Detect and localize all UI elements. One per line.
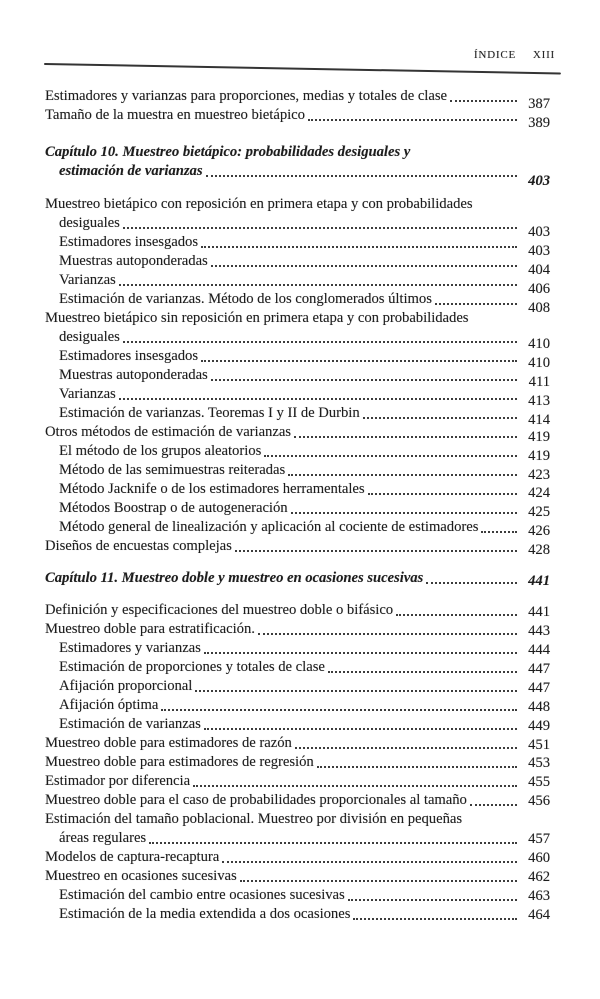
dotted-leader [123,341,517,343]
entry-text-first-line: Muestreo bietápico sin reposición en primera etapa y con probabilidades [45,310,469,326]
toc-entry [45,791,550,810]
entry-title: Tamaño de la muestra en muestreo bietápico [45,107,305,123]
entry-title: Método general de linealización y aplicación al cociente de estimadores [59,519,479,535]
entry-row [45,290,550,316]
toc-entry [45,537,550,556]
entry-row [45,518,550,537]
dotted-leader [294,436,517,438]
entry-page-number: 453 [528,755,550,771]
header-rule [44,63,561,74]
running-header-title: ÍNDICE [473,49,516,61]
entry-title: Método de las semimuestras reiteradas [59,462,286,478]
dotted-leader [481,531,517,533]
entry-row [45,461,550,483]
entry-title: Métodos Boostrap o de autogeneración [59,500,288,516]
dotted-leader [288,474,517,476]
entry-page-number: 444 [528,642,550,658]
dotted-leader [119,398,517,400]
entry-title: Estimador por diferencia [45,773,191,789]
dotted-leader [426,582,517,584]
dotted-leader [240,880,517,882]
entry-page-number: 464 [528,907,550,923]
chapter-10-heading [45,143,550,189]
toc-entry [45,233,550,259]
toc-entry [45,195,550,240]
toc-entry [45,867,550,886]
toc-entry [45,347,550,371]
entry-title: Diseños de encuestas complejas [45,538,232,554]
entry-row [45,677,550,696]
entry-page-number: 419 [528,429,550,445]
toc-entry [45,461,550,483]
dotted-leader [295,747,517,749]
toc-entry [45,252,550,278]
entry-page-number: 443 [528,623,550,639]
entry-page-number: 403 [528,224,550,240]
entry-page-number: 448 [528,699,550,715]
toc-entry [45,639,550,658]
entry-row [45,233,550,259]
entry-text-first-line: Muestreo bietápico con reposición en primera etapa y con probabilidades [45,196,473,212]
entry-page-number: 424 [528,485,550,501]
entry-row [45,328,550,352]
dotted-leader [119,284,517,286]
dotted-leader [308,119,517,121]
toc-section-chapter-11 [45,601,550,924]
entry-row [45,601,550,620]
entry-row [45,385,550,409]
entry-row [45,499,550,518]
entry-title: Definición y especificaciones del muestreo doble o bifásico [45,602,394,618]
toc-entry [45,106,550,131]
entry-row [45,905,550,924]
entry-row [45,886,550,905]
dotted-leader [161,709,517,711]
chapter-heading-line2: estimación de varianzas [59,163,203,179]
entry-page-number: 463 [528,888,550,904]
dotted-leader [193,785,517,787]
dotted-leader [204,652,517,654]
entry-row [45,347,550,371]
entry-row [45,867,550,886]
entry-page-number: 413 [528,393,550,409]
dotted-leader [353,918,517,920]
entry-page-number: 423 [528,467,550,483]
entry-title: Estimación de varianzas. Teoremas I y II de Durbin [59,405,360,421]
entry-page-number: 410 [528,336,550,352]
entry-page-number: 426 [528,523,550,539]
toc-entry [45,423,550,445]
entry-page-number: 419 [528,448,550,464]
entry-page-number: 457 [528,831,550,847]
chapter-heading-row [45,569,550,588]
dotted-leader [363,417,517,419]
dotted-leader [211,265,517,267]
dotted-leader [201,246,517,248]
toc-entry [45,620,550,639]
toc-entry [45,810,550,848]
entry-page-number: 428 [528,542,550,558]
entry-page-number: 447 [528,680,550,696]
dotted-leader [348,899,517,901]
dotted-leader [450,100,517,102]
entry-row [45,696,550,715]
entry-page-number: 441 [528,604,550,620]
entry-row [45,214,550,240]
entry-row [45,772,550,791]
toc-entry [45,87,550,112]
dotted-leader [204,728,517,730]
entry-page-number: 414 [528,412,550,428]
entry-page-number: 455 [528,774,550,790]
entry-row [45,271,550,297]
dotted-leader [470,804,517,806]
entry-page-number: 456 [528,793,550,809]
toc-entry [45,271,550,297]
running-header [0,0,600,88]
dotted-leader [206,175,517,177]
toc-entry [45,886,550,905]
entry-row [45,753,550,772]
dotted-leader [123,227,517,229]
entry-row [45,404,550,428]
entry-page-number: 460 [528,850,550,866]
entry-page-number: 410 [528,355,550,371]
dotted-leader [291,512,517,514]
entry-page-number: 408 [528,300,550,316]
dotted-leader [258,633,517,635]
toc-entry [45,601,550,620]
entry-row [45,252,550,278]
dotted-leader [222,861,517,863]
entry-title: Estimadores insesgados [59,348,199,364]
dotted-leader [195,690,517,692]
entry-row [45,829,550,848]
entry-page-number: 449 [528,718,550,734]
entry-page-number: 411 [528,374,550,390]
chapter-heading-line2-row [45,162,550,189]
dotted-leader [317,766,517,768]
entry-page-number: 447 [528,661,550,677]
dotted-leader [396,614,517,616]
entry-page-number: 387 [528,96,550,112]
entry-title: Estimación de la media extendida a dos ocasiones [59,906,351,922]
toc-entry [45,905,550,924]
chapter-heading-line1: Capítulo 10. Muestreo bietápico: probabilidades desiguales y [45,144,411,160]
entry-title: El método de los grupos aleatorios [59,443,262,459]
dotted-leader [264,455,517,457]
entry-title: Estimadores y varianzas para proporciones, medias y totales de clase [45,88,447,104]
entry-title: Afijación proporcional [59,678,193,694]
entry-row [45,715,550,734]
toc-entry [45,309,550,352]
toc-entry [45,696,550,715]
entry-row [45,537,550,556]
entry-row [45,791,550,810]
entry-page-number: 451 [528,737,550,753]
entry-title: Estimadores insesgados [59,234,199,250]
entry-row [45,423,550,445]
toc-entry [45,442,550,464]
toc-entry [45,385,550,409]
entry-row [45,480,550,499]
dotted-leader [235,550,517,552]
toc-section-chapter-10 [45,195,550,556]
running-header-page-number: XIII [532,49,555,61]
dotted-leader [435,303,517,305]
toc-entry [45,753,550,772]
dotted-leader [368,493,517,495]
entry-page-number: 389 [528,115,550,131]
entry-title: Estimación del cambio entre ocasiones sucesivas [59,887,345,903]
toc-entry [45,715,550,734]
dotted-leader [201,360,517,362]
toc-entry [45,658,550,677]
toc-section-pre-chapter [45,87,550,131]
entry-row [45,639,550,658]
entry-page-number: 425 [528,504,550,520]
entry-title: Muestras autoponderadas [59,253,208,269]
table-of-contents [45,87,550,924]
toc-entry [45,366,550,390]
entry-row [45,734,550,753]
entry-page-number: 406 [528,281,550,297]
toc-entry [45,404,550,428]
entry-title: Estimación de proporciones y totales de clase [59,659,325,675]
entry-title: Muestreo doble para estimadores de razón [45,735,292,751]
toc-entry [45,518,550,537]
entry-title: Estimación de varianzas [59,716,201,732]
entry-row [45,87,550,112]
entry-title: Afijación óptima [59,697,159,713]
chapter-heading-line1: Capítulo 11. Muestreo doble y muestreo en ocasiones sucesivas [45,570,424,586]
toc-entry [45,677,550,696]
entry-title: desiguales [59,215,120,231]
entry-title: Modelos de captura-recaptura [45,849,220,865]
entry-title: Método Jacknife o de los estimadores herramentales [59,481,365,497]
toc-entry [45,848,550,867]
toc-entry [45,480,550,499]
entry-title: Estimación de varianzas. Método de los conglomerados últimos [59,291,432,307]
dotted-leader [328,671,517,673]
dotted-leader [149,842,517,844]
chapter-page-number: 403 [528,173,550,189]
entry-title: Muestreo doble para estimadores de regresión [45,754,314,770]
entry-title: áreas regulares [59,830,147,846]
entry-title: Muestreo doble para estratificación. [45,621,255,637]
chapter-11-heading [45,569,550,588]
entry-title: Varianzas [59,272,116,288]
chapter-page-number: 441 [528,573,550,589]
entry-title: Estimadores y varianzas [59,640,201,656]
entry-title: Muestreo doble para el caso de probabilidades proporcionales al tamaño [45,792,467,808]
entry-row [45,106,550,131]
entry-title: Otros métodos de estimación de varianzas [45,424,291,440]
entry-page-number: 404 [528,262,550,278]
entry-text-first-line: Estimación del tamaño poblacional. Muestreo por división en pequeñas [45,811,463,827]
toc-entry [45,772,550,791]
entry-row [45,366,550,390]
dotted-leader [211,379,517,381]
entry-title: Varianzas [59,386,116,402]
toc-entry [45,499,550,518]
toc-entry [45,734,550,753]
entry-title: Muestras autoponderadas [59,367,208,383]
entry-page-number: 462 [528,869,550,885]
entry-title: Muestreo en ocasiones sucesivas [45,868,237,884]
entry-title: desiguales [59,329,120,345]
entry-page-number: 403 [528,243,550,259]
entry-row [45,442,550,464]
entry-row [45,620,550,639]
entry-row [45,658,550,677]
entry-row [45,848,550,867]
toc-entry [45,290,550,316]
